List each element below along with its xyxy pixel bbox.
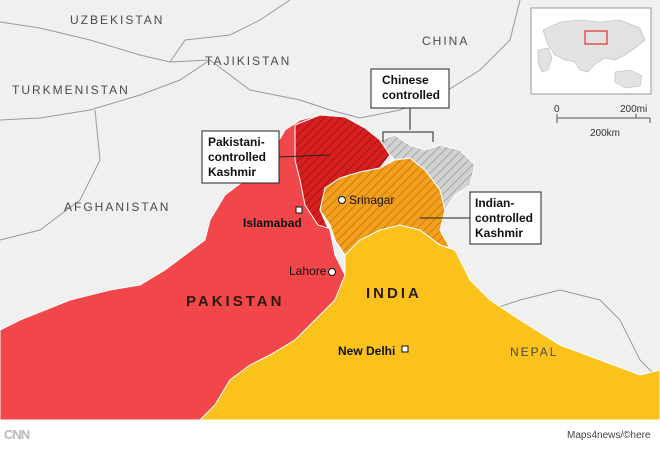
city-lahore: Lahore	[289, 264, 327, 278]
scale-miles: 200mi	[620, 104, 648, 115]
callout-indian-line2: controlled	[475, 211, 534, 225]
callout-pakistani-line3: Kashmir	[208, 165, 257, 179]
label-turkmenistan: TURKMENISTAN	[12, 83, 130, 97]
callout-indian-line3: Kashmir	[475, 226, 524, 240]
city-islamabad: Islamabad	[243, 216, 302, 230]
lahore-marker	[329, 269, 336, 276]
inset-map	[531, 8, 651, 94]
srinagar-marker	[339, 197, 346, 204]
cnn-logo: CNN	[4, 427, 30, 442]
city-srinagar: Srinagar	[349, 193, 395, 207]
label-nepal: NEPAL	[510, 345, 559, 359]
label-pakistan: PAKISTAN	[186, 293, 285, 310]
scale-km: 200km	[590, 128, 621, 139]
label-tajikistan: TAJIKISTAN	[205, 54, 292, 68]
new-delhi-marker	[402, 346, 408, 352]
callout-indian-line1: Indian-	[475, 196, 515, 210]
label-china: CHINA	[422, 34, 470, 48]
footer-bar	[0, 420, 660, 451]
scale-zero: 0	[554, 104, 560, 115]
islamabad-marker	[296, 207, 302, 213]
city-new-delhi: New Delhi	[338, 344, 396, 358]
callout-chinese-line2: controlled	[382, 88, 441, 102]
callout-pakistani-line1: Pakistani-	[208, 135, 265, 149]
callout-chinese-line1: Chinese	[382, 73, 429, 87]
label-india: INDIA	[366, 285, 422, 302]
label-uzbekistan: UZBEKISTAN	[70, 13, 165, 27]
source-credit: Maps4news/©here	[567, 430, 651, 441]
callout-pakistani-line2: controlled	[208, 150, 267, 164]
label-afghanistan: AFGHANISTAN	[64, 200, 171, 214]
